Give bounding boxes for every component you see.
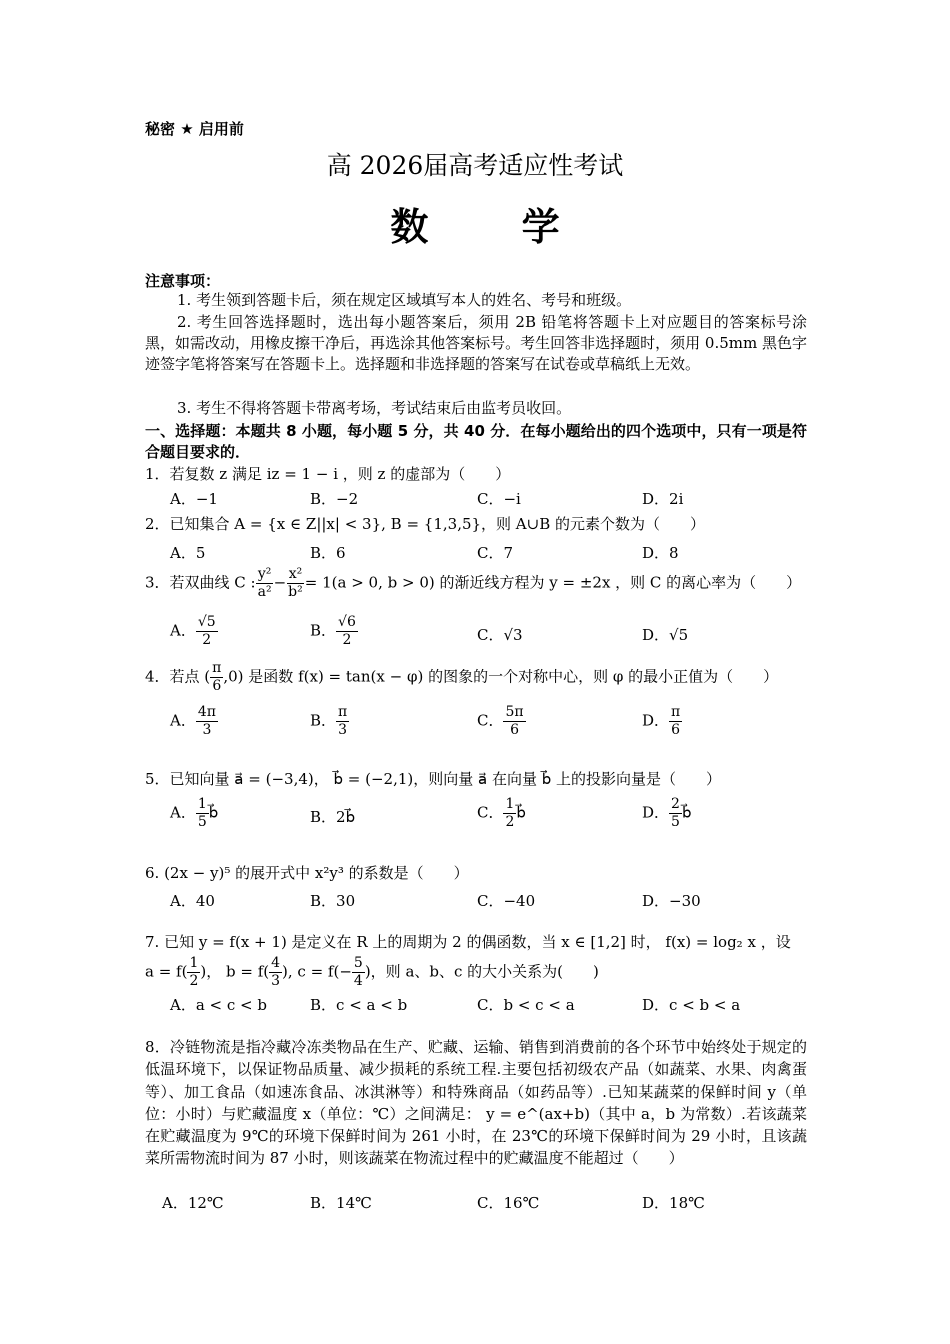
option-label: A．	[170, 621, 196, 640]
question-4-stem-part: 4．若点 (	[145, 667, 211, 686]
question-7-option-c: C．b < c < a	[477, 996, 575, 1014]
fraction-denominator: 2	[505, 814, 515, 830]
fraction-denominator: 5	[197, 814, 207, 830]
option-value: √5	[669, 626, 689, 644]
option-label: D．	[642, 803, 670, 822]
fraction	[196, 796, 209, 831]
fraction	[336, 704, 349, 739]
question-7-option-a: A．a < c < b	[170, 996, 267, 1014]
fraction-denominator: 3	[271, 973, 281, 989]
fraction-numerator: 1	[189, 955, 199, 971]
fraction-numerator: 1	[197, 796, 207, 812]
fraction-denominator: 2	[202, 632, 212, 648]
fraction	[196, 704, 218, 739]
vector-b: b⃗	[516, 803, 526, 822]
notes-heading: 注意事项：	[145, 272, 221, 290]
option-label: A．	[170, 803, 196, 822]
question-4-option-d	[642, 704, 682, 739]
question-6-option-d: D．−30	[642, 892, 701, 910]
question-3-stem	[145, 566, 801, 601]
fraction	[336, 614, 358, 649]
question-7-stem-part: )， b = f(	[200, 962, 270, 981]
option-label: D．	[642, 626, 670, 644]
question-4-option-a	[170, 704, 218, 739]
question-7-stem-part: a = f(	[145, 962, 188, 981]
fraction-denominator: a²	[257, 584, 272, 600]
fraction	[269, 955, 282, 990]
question-1-option-b: B．−2	[310, 490, 359, 508]
fraction-denominator: 6	[671, 722, 681, 738]
question-6-option-a: A．40	[170, 892, 215, 910]
vector-b: b⃗	[681, 803, 692, 822]
question-7-stem-part: )，则 a、b、c 的大小关系为( )	[364, 962, 599, 981]
fraction-denominator: 6	[510, 722, 519, 738]
minus-sign: −	[273, 573, 287, 592]
option-label: C．	[477, 626, 504, 644]
question-7-stem-part: ), c = f(−	[282, 962, 352, 981]
option-label: C．	[477, 711, 504, 730]
section-heading: 一、选择题：本题共 8 小题，每小题 5 分，共 40 分．在每小题给出的四个选项中，只有一项是符合题目要求的．	[145, 422, 807, 461]
fraction	[669, 796, 682, 831]
fraction	[503, 704, 525, 739]
question-7-option-b: B．c < a < b	[310, 996, 408, 1014]
fraction-denominator: b²	[288, 584, 303, 600]
option-value: √3	[503, 626, 523, 644]
option-label: A．	[170, 711, 196, 730]
vector-b: b⃗	[208, 803, 219, 822]
question-2-stem: 2．已知集合 A = {x ∈ Z||x| < 3}, B = {1,3,5}，则 A∪B 的元素个数为（ ）	[145, 515, 706, 533]
fraction-denominator: 6	[212, 678, 222, 694]
note-item-2: 2. 考生回答选择题时，选出每小题答案后，须用 2B 铅笔将答题卡上对应题目的答案标号涂黑，如需改动，用橡皮擦干净后，再选涂其他答案标号。考生回答非选择题时，须用 0.5mm 黑色字迹签字笔将答案写在答题卡上。选择题和非选择题的答案写在试卷或草稿纸上无效。	[145, 313, 807, 373]
question-5-option-b	[310, 806, 355, 827]
question-1-option-a: A．−1	[170, 490, 218, 508]
question-2-option-d: D．8	[642, 544, 679, 562]
question-5-option-c	[477, 796, 526, 831]
fraction-numerator: 4	[271, 955, 281, 971]
question-3-stem-part: = 1(a > 0, b > 0) 的渐近线方程为 y = ±2x ，则 C 的离心率为（ ）	[304, 573, 802, 592]
question-1-option-d: D．2i	[642, 490, 684, 508]
question-4-option-b	[310, 704, 349, 739]
fraction	[503, 796, 516, 831]
fraction	[210, 660, 223, 695]
question-4-stem-part: ,0) 是函数 f(x) = tan(x − φ) 的图象的一个对称中心，则 φ 的最小正值为（ ）	[223, 667, 779, 686]
option-value: 2b⃗	[336, 808, 356, 826]
fraction	[256, 566, 274, 601]
question-1-option-c: C．−i	[477, 490, 521, 508]
option-label: D．	[642, 711, 670, 730]
question-8-stem: 8．冷链物流是指冷藏冷冻类物品在生产、贮藏、运输、销售到消费前的各个环节中始终处于规定的低温环境下，以保证物品质量、减少损耗的系统工程.主要包括初级农产品（如蔬菜、水果、肉禽蛋等）、加工食品（如速冻食品、冰淇淋等）和特殊商品（如药品等）.已知某蔬菜的保鲜时间 y（单位：小时）与贮藏温度 x（单位：℃）之间满足： y = e^(ax+b)（其中 a，b 为常数）.若该蔬菜在贮藏温度为 9℃的环境下保鲜时间为 261 小时，在 23℃的环境下保鲜时间为 29 小时，且该蔬菜所需物流时间为 87 小时，则该蔬菜在物流过程中的贮藏温度不能超过（ ）	[145, 1038, 807, 1168]
option-label: B．	[310, 808, 337, 826]
question-8-option-c: C．16℃	[477, 1194, 540, 1212]
question-7-stem-line2	[145, 955, 599, 990]
question-2-option-b: B．6	[310, 544, 346, 562]
fraction-numerator: x²	[288, 566, 303, 582]
question-7-option-d: D．c < b < a	[642, 996, 741, 1014]
question-2-option-c: C．7	[477, 544, 514, 562]
fraction-denominator: 4	[353, 973, 363, 989]
fraction-numerator: 1	[505, 796, 515, 812]
fraction-denominator: 5	[671, 814, 680, 830]
question-1-stem: 1．若复数 z 满足 iz = 1 − i ，则 z 的虚部为（ ）	[145, 465, 511, 483]
question-3-stem-part: 3．若双曲线 C :	[145, 573, 256, 592]
question-8-option-a: A．12℃	[162, 1194, 224, 1212]
fraction	[286, 566, 305, 601]
fraction-numerator: π	[338, 704, 348, 720]
option-label: B．	[310, 621, 337, 640]
fraction-denominator: 3	[338, 722, 348, 738]
question-6-option-c: C．−40	[477, 892, 536, 910]
fraction-numerator: y²	[257, 566, 272, 582]
question-5-stem: 5．已知向量 a⃗ = (−3,4)， b⃗ = (−2,1)，则向量 a⃗ 在向量 b⃗ 上的投影向量是（ ）	[145, 770, 722, 788]
fraction-numerator: 4π	[197, 704, 216, 720]
question-8-option-d: D．18℃	[642, 1194, 705, 1212]
fraction	[196, 614, 218, 649]
fraction-numerator: π	[212, 660, 222, 676]
subject-title: 数 学	[390, 205, 600, 249]
fraction-denominator: 2	[342, 632, 352, 648]
fraction-numerator: √6	[338, 614, 356, 630]
question-5-option-d	[642, 796, 691, 831]
question-3-option-a	[170, 614, 218, 649]
question-6-stem: 6. (2x − y)⁵ 的展开式中 x²y³ 的系数是（ ）	[145, 864, 469, 882]
question-2-option-a: A．5	[170, 544, 206, 562]
exam-title: 高 2026届高考适应性考试	[326, 151, 624, 180]
fraction	[352, 955, 365, 990]
note-item-1: 1. 考生领到答题卡后，须在规定区域填写本人的姓名、考号和班级。	[177, 291, 632, 309]
fraction	[669, 704, 682, 739]
fraction-numerator: √5	[197, 614, 216, 630]
question-5-option-a	[170, 796, 218, 831]
question-3-option-c	[477, 624, 523, 645]
fraction-numerator: 5	[353, 955, 363, 971]
question-7-stem-line1: 7. 已知 y = f(x + 1) 是定义在 R 上的周期为 2 的偶函数，当 x ∈ [1,2] 时， f(x) = log₂ x ，设	[145, 933, 791, 951]
note-item-3: 3. 考生不得将答题卡带离考场，考试结束后由监考员收回。	[177, 399, 572, 417]
option-label: B．	[310, 711, 337, 730]
fraction	[187, 955, 200, 990]
question-4-stem	[145, 660, 778, 695]
option-label: C．	[477, 803, 504, 822]
question-6-option-b: B．30	[310, 892, 356, 910]
fraction-numerator: π	[671, 704, 681, 720]
question-3-option-b	[310, 614, 358, 649]
question-4-option-c	[477, 704, 526, 739]
secret-label: 秘密 ★ 启用前	[145, 120, 244, 138]
fraction-numerator: 5π	[505, 704, 524, 720]
question-3-option-d	[642, 624, 688, 645]
fraction-denominator: 2	[189, 973, 199, 989]
fraction-numerator: 2	[671, 796, 680, 812]
question-8-option-b: B．14℃	[310, 1194, 372, 1212]
fraction-denominator: 3	[202, 722, 212, 738]
